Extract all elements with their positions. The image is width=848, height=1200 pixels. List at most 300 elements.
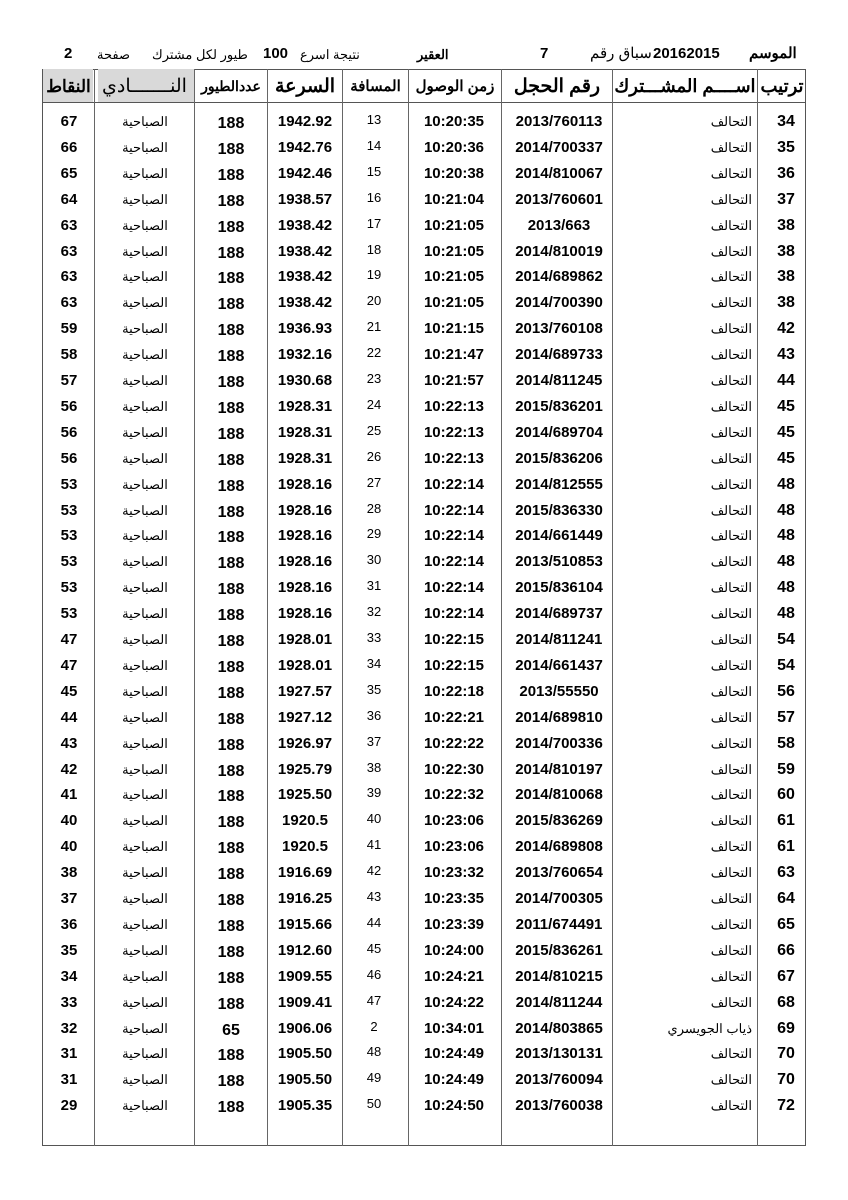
club-cell: الصباحية	[122, 217, 168, 233]
club-cell: الصباحية	[122, 502, 168, 518]
birds-count-cell: 188	[217, 1099, 245, 1117]
rank-cell: 67	[777, 967, 795, 985]
birds-count-cell: 188	[217, 892, 245, 909]
ring-number-cell: 2013/510853	[515, 553, 603, 571]
points-cell: 42	[60, 760, 78, 778]
ring-number-cell: 2014/810197	[515, 760, 603, 778]
ring-number-cell: 2014/700390	[515, 294, 603, 312]
fastest-count: 100	[263, 45, 289, 62]
arrival-time-cell: 10:24:21	[423, 967, 485, 985]
points-cell: 53	[60, 579, 78, 597]
club-cell: الصباحية	[122, 632, 168, 647]
ring-number-cell: 2014/689704	[515, 423, 603, 441]
distance-cell: 48	[366, 1044, 382, 1060]
arrival-time-cell: 10:24:49	[423, 1071, 485, 1089]
arrival-time-cell: 10:22:14	[423, 605, 485, 623]
arrival-time-cell: 10:23:06	[423, 838, 485, 856]
ring-number-cell: 2013/760108	[515, 320, 603, 338]
arrival-time-cell: 10:24:50	[423, 1097, 485, 1115]
points-cell: 31	[60, 1071, 78, 1089]
fastest-label: نتيجة اسرع	[300, 47, 360, 62]
points-cell: 47	[60, 656, 78, 674]
birds-count-cell: 188	[217, 115, 245, 132]
per-member-label: طيور لكل مشترك	[152, 47, 248, 62]
points-cell: 56	[60, 449, 78, 467]
birds-count-cell: 188	[217, 477, 245, 495]
member-cell: التحالف	[710, 657, 752, 673]
rank-cell: 45	[777, 397, 795, 415]
points-cell: 34	[60, 967, 78, 985]
ring-number-cell: 2015/836269	[515, 812, 603, 830]
distance-cell: 23	[366, 371, 382, 386]
member-cell: التحالف	[710, 321, 752, 337]
table-row	[0, 1066, 848, 1092]
birds-count-cell: 188	[217, 969, 245, 987]
speed-cell: 1928.01	[277, 656, 333, 674]
member-cell: التحالف	[710, 606, 752, 622]
rank-cell: 34	[777, 113, 795, 130]
ring-number-cell: 2014/810019	[515, 242, 603, 260]
table-row	[0, 471, 848, 497]
distance-cell: 19	[366, 267, 382, 283]
table-row	[0, 574, 848, 600]
birds-count-cell: 188	[217, 529, 245, 547]
table-row	[0, 393, 848, 419]
arrival-time-cell: 10:21:05	[423, 268, 485, 286]
points-cell: 65	[60, 164, 78, 182]
distance-cell: 43	[366, 889, 382, 904]
ring-number-cell: 2014/810215	[515, 967, 603, 985]
birds-count-cell: 188	[217, 166, 245, 184]
birds-count-cell: 188	[217, 348, 245, 366]
birds-count-cell: 188	[217, 1047, 245, 1065]
distance-cell: 45	[366, 940, 382, 956]
member-cell: التحالف	[710, 891, 752, 906]
member-cell: التحالف	[710, 683, 752, 699]
distance-cell: 33	[366, 630, 382, 645]
arrival-time-cell: 10:22:32	[423, 786, 485, 804]
distance-cell: 22	[366, 345, 382, 361]
distance-cell: 42	[366, 863, 382, 879]
member-cell: التحالف	[710, 554, 752, 570]
club-cell: الصباحية	[122, 813, 168, 829]
club-header: النـــــــادي	[102, 76, 187, 97]
table-row	[0, 160, 848, 186]
table-row	[0, 367, 848, 393]
arrival-time-cell: 10:34:01	[423, 1019, 485, 1037]
ring-number-cell: 2013/55550	[519, 682, 599, 700]
speed-cell: 1928.16	[277, 475, 333, 493]
member-cell: التحالف	[710, 1098, 752, 1114]
points-cell: 58	[60, 346, 78, 364]
club-cell: الصباحية	[122, 787, 168, 803]
birds-count-cell: 188	[217, 270, 245, 288]
member-cell: التحالف	[710, 761, 752, 777]
speed-cell: 1916.69	[277, 864, 333, 882]
speed-cell: 1942.92	[277, 113, 333, 130]
birds-count-cell: 188	[217, 762, 245, 780]
speed-cell: 1928.31	[277, 397, 333, 415]
table-row	[0, 341, 848, 367]
page-number: 2	[64, 45, 73, 62]
speed-cell: 1938.42	[277, 294, 333, 312]
distance-cell: 35	[366, 681, 382, 697]
points-cell: 53	[60, 527, 78, 545]
member-cell: التحالف	[710, 839, 752, 855]
rank-cell: 45	[777, 449, 795, 467]
member-cell: التحالف	[710, 476, 752, 492]
member-cell: التحالف	[710, 787, 752, 803]
rank-cell: 58	[777, 734, 795, 752]
club-cell: الصباحية	[122, 554, 168, 570]
club-cell: الصباحية	[122, 916, 168, 932]
arrival-time-cell: 10:22:14	[423, 475, 485, 493]
rank-cell: 54	[777, 656, 795, 674]
speed-cell: 1927.57	[277, 682, 333, 700]
club-cell: الصباحية	[122, 1046, 168, 1062]
table-row	[0, 108, 848, 134]
member-cell: التحالف	[710, 502, 752, 518]
birds-count-cell: 188	[217, 917, 245, 935]
table-row	[0, 652, 848, 678]
table-row	[0, 238, 848, 264]
ring-number-cell: 2014/689862	[515, 268, 603, 286]
arrival-time-cell: 10:22:14	[423, 553, 485, 571]
club-cell: الصباحية	[122, 1072, 168, 1088]
distance-cell: 46	[366, 966, 382, 982]
table-row	[0, 833, 848, 859]
table-row	[0, 1092, 848, 1118]
table-row	[0, 781, 848, 807]
distance-cell: 39	[366, 785, 382, 801]
birds-count-cell: 188	[217, 140, 245, 158]
member-cell: التحالف	[710, 735, 752, 751]
speed-cell: 1909.41	[277, 993, 333, 1011]
arrival-time-cell: 10:22:30	[423, 760, 485, 778]
ring-number-cell: 2015/836104	[515, 579, 603, 597]
rank-cell: 60	[777, 786, 795, 804]
member-cell: التحالف	[710, 632, 752, 647]
speed-cell: 1909.55	[277, 967, 333, 985]
arrival-time-cell: 10:22:22	[423, 734, 485, 752]
ring-number-cell: 2013/760654	[515, 864, 603, 882]
club-cell: الصباحية	[122, 321, 168, 337]
points-cell: 53	[60, 553, 78, 571]
club-cell: الصباحية	[122, 139, 168, 155]
table-row	[0, 1040, 848, 1066]
member-cell: التحالف	[710, 347, 752, 363]
rank-cell: 64	[777, 890, 795, 907]
table-row	[0, 807, 848, 833]
member-cell: التحالف	[710, 709, 752, 725]
distance-cell: 29	[366, 526, 382, 542]
birds-count-cell: 188	[217, 192, 245, 210]
ring-number-cell: 2014/811241	[515, 631, 603, 648]
birds-count-cell: 188	[217, 296, 245, 314]
distance-cell: 30	[366, 552, 382, 568]
table-row	[0, 1015, 848, 1041]
ring-number-cell: 2011/674491	[515, 915, 603, 933]
arrival-time-cell: 10:23:06	[423, 812, 485, 830]
rank-cell: 37	[777, 190, 795, 208]
rank-cell: 42	[777, 320, 795, 338]
ring-number-cell: 2014/689808	[515, 838, 603, 856]
distance-cell: 36	[366, 707, 382, 723]
arrival-time-cell: 10:22:15	[423, 656, 485, 674]
ring-number-cell: 2013/130131	[515, 1045, 603, 1063]
ring-number-cell: 2014/700305	[515, 890, 603, 907]
table-row	[0, 678, 848, 704]
birds-count-cell: 188	[217, 943, 245, 961]
table-row	[0, 937, 848, 963]
rank-cell: 48	[777, 605, 795, 623]
arrival-time-cell: 10:22:15	[423, 631, 485, 648]
birds-count-cell: 188	[217, 581, 245, 599]
points-cell: 40	[60, 812, 78, 830]
speed-cell: 1942.46	[277, 164, 333, 182]
distance-cell: 47	[366, 992, 382, 1008]
club-cell: الصباحية	[122, 891, 168, 906]
ring-number-cell: 2014/803865	[515, 1019, 603, 1037]
race-label: سباق رقم	[590, 45, 652, 62]
table-row	[0, 989, 848, 1015]
table-row	[0, 963, 848, 989]
member-cell: التحالف	[710, 865, 752, 881]
arrival-time-cell: 10:22:18	[423, 682, 485, 700]
ring-number-cell: 2014/689810	[515, 708, 603, 726]
club-cell: الصباحية	[122, 606, 168, 622]
speed-cell: 1938.42	[277, 242, 333, 260]
birds-count-cell: 188	[217, 633, 245, 650]
table-row	[0, 626, 848, 652]
points-cell: 37	[60, 890, 78, 907]
table-row	[0, 289, 848, 315]
rank-header: ترتيب	[760, 76, 804, 96]
points-cell: 63	[60, 242, 78, 260]
points-cell: 33	[60, 993, 78, 1011]
birds-count-cell: 188	[217, 710, 245, 728]
distance-cell: 32	[366, 604, 382, 620]
speed-header: السرعة	[274, 76, 336, 97]
distance-cell: 37	[366, 733, 382, 749]
club-cell: الصباحية	[122, 709, 168, 725]
member-cell: التحالف	[710, 269, 752, 285]
birds-count-cell: 188	[217, 1073, 245, 1091]
speed-cell: 1905.50	[277, 1071, 333, 1089]
distance-cell: 21	[366, 319, 382, 335]
arrival-time-cell: 10:21:47	[423, 346, 485, 364]
table-row	[0, 212, 848, 238]
club-cell: الصباحية	[122, 398, 168, 414]
distance-cell: 13	[366, 112, 382, 127]
rank-cell: 70	[777, 1071, 795, 1089]
birds-count-cell: 188	[217, 555, 245, 573]
member-cell: التحالف	[710, 295, 752, 311]
table-row	[0, 859, 848, 885]
member-cell: التحالف	[710, 424, 752, 440]
points-cell: 31	[60, 1045, 78, 1063]
table-row	[0, 186, 848, 212]
speed-cell: 1928.01	[277, 631, 333, 648]
points-cell: 53	[60, 605, 78, 623]
rank-cell: 65	[777, 915, 795, 933]
ring-header: رقم الحجل	[513, 76, 601, 97]
rank-cell: 61	[777, 812, 795, 830]
club-cell: الصباحية	[122, 761, 168, 777]
ring-number-cell: 2014/700336	[515, 734, 603, 752]
speed-cell: 1942.76	[277, 138, 333, 156]
speed-cell: 1938.42	[277, 268, 333, 286]
arrival-time-cell: 10:23:35	[423, 890, 485, 907]
club-cell: الصباحية	[122, 191, 168, 207]
ring-number-cell: 2013/760094	[515, 1071, 603, 1089]
speed-cell: 1916.25	[277, 890, 333, 907]
birds-count-cell: 188	[217, 995, 245, 1013]
rank-cell: 48	[777, 475, 795, 493]
distance-cell: 26	[366, 448, 382, 464]
speed-cell: 1906.06	[277, 1019, 333, 1037]
speed-cell: 1928.16	[277, 579, 333, 597]
arrival-time-cell: 10:22:13	[423, 397, 485, 415]
rank-cell: 48	[777, 501, 795, 519]
season-label: الموسم	[749, 45, 797, 62]
table-row	[0, 522, 848, 548]
arrival-time-cell: 10:21:04	[423, 190, 485, 208]
rank-cell: 45	[777, 423, 795, 441]
arrival-time-cell: 10:24:22	[423, 993, 485, 1011]
rank-cell: 48	[777, 553, 795, 571]
ring-number-cell: 2014/810068	[515, 786, 603, 804]
club-cell: الصباحية	[122, 450, 168, 466]
ring-number-cell: 2014/810067	[515, 164, 603, 182]
club-cell: الصباحية	[122, 347, 168, 363]
member-cell: التحالف	[710, 217, 752, 233]
birds-count-cell: 188	[217, 866, 245, 884]
table-row	[0, 600, 848, 626]
points-cell: 63	[60, 268, 78, 286]
speed-cell: 1928.31	[277, 449, 333, 467]
points-cell: 64	[60, 190, 78, 208]
rank-cell: 44	[777, 372, 795, 389]
rank-cell: 68	[777, 993, 795, 1011]
club-cell: الصباحية	[122, 243, 168, 259]
points-cell: 35	[60, 941, 78, 959]
table-row	[0, 134, 848, 160]
club-cell: الصباحية	[122, 968, 168, 984]
club-cell: الصباحية	[122, 735, 168, 751]
birds-count-cell: 188	[217, 451, 245, 469]
speed-cell: 1905.50	[277, 1045, 333, 1063]
ring-number-cell: 2013/760601	[515, 190, 603, 208]
points-cell: 57	[60, 372, 78, 389]
distance-cell: 14	[366, 137, 382, 153]
speed-cell: 1920.5	[282, 812, 328, 830]
birds-count-cell: 188	[217, 399, 245, 417]
ring-number-cell: 2014/661437	[515, 656, 603, 674]
birds-count-cell: 188	[217, 503, 245, 521]
birds-count-cell: 188	[217, 374, 245, 391]
ring-number-cell: 2015/836261	[515, 941, 603, 959]
speed-cell: 1926.97	[277, 734, 333, 752]
arrival-time-cell: 10:22:13	[423, 423, 485, 441]
member-cell: التحالف	[710, 139, 752, 155]
points-header: النقاط	[46, 77, 91, 96]
member-cell: التحالف	[710, 968, 752, 984]
club-cell: الصباحية	[122, 424, 168, 440]
distance-cell: 17	[366, 215, 382, 231]
rank-cell: 38	[777, 216, 795, 234]
rank-cell: 69	[777, 1019, 795, 1037]
distance-cell: 25	[366, 422, 382, 438]
speed-cell: 1928.16	[277, 501, 333, 519]
speed-cell: 1938.57	[277, 190, 333, 208]
rank-cell: 38	[777, 242, 795, 260]
distance-header: المسافة	[350, 78, 401, 95]
ring-number-cell: 2015/836201	[515, 397, 603, 415]
points-cell: 38	[60, 864, 78, 882]
distance-cell: 40	[366, 811, 382, 827]
speed-cell: 1925.79	[277, 760, 333, 778]
table-row	[0, 497, 848, 523]
club-cell: الصباحية	[122, 295, 168, 311]
distance-cell: 49	[366, 1070, 382, 1086]
birds-count-cell: 188	[217, 788, 245, 806]
club-cell: الصباحية	[122, 994, 168, 1010]
table-row	[0, 315, 848, 341]
distance-cell: 16	[366, 189, 382, 205]
arrival-time-cell: 10:22:13	[423, 449, 485, 467]
arrival-header: زمن الوصول	[415, 78, 495, 95]
points-cell: 53	[60, 475, 78, 493]
birds-count-cell: 188	[217, 736, 245, 754]
page-label: صفحة	[97, 47, 130, 62]
ring-number-cell: 2013/663	[527, 216, 591, 234]
rank-cell: 48	[777, 579, 795, 597]
speed-cell: 1928.16	[277, 605, 333, 623]
arrival-time-cell: 10:21:05	[423, 216, 485, 234]
points-cell: 67	[60, 113, 78, 130]
birds-count-cell: 188	[217, 607, 245, 625]
ring-number-cell: 2014/812555	[515, 475, 603, 493]
member-cell: التحالف	[710, 243, 752, 259]
club-cell: الصباحية	[122, 1098, 168, 1114]
points-cell: 59	[60, 320, 78, 338]
club-cell: الصباحية	[122, 580, 168, 596]
member-cell: التحالف	[710, 114, 752, 129]
points-cell: 32	[60, 1019, 78, 1037]
points-cell: 56	[60, 423, 78, 441]
rank-cell: 35	[777, 138, 795, 156]
club-cell: الصباحية	[122, 528, 168, 544]
arrival-time-cell: 10:24:49	[423, 1045, 485, 1063]
speed-cell: 1938.42	[277, 216, 333, 234]
rank-cell: 59	[777, 760, 795, 778]
birds-count-cell: 188	[217, 814, 245, 832]
ring-number-cell: 2014/689733	[515, 346, 603, 364]
distance-cell: 18	[366, 241, 382, 257]
distance-cell: 20	[366, 293, 382, 309]
distance-cell: 41	[366, 837, 382, 853]
table-row	[0, 730, 848, 756]
arrival-time-cell: 10:22:14	[423, 579, 485, 597]
points-cell: 56	[60, 397, 78, 415]
points-cell: 47	[60, 631, 78, 648]
member-cell: التحالف	[710, 528, 752, 544]
club-cell: الصباحية	[122, 683, 168, 699]
birds-count-cell: 188	[217, 684, 245, 702]
rank-cell: 43	[777, 346, 795, 364]
member-header: اســــم المشـــترك	[614, 76, 756, 96]
